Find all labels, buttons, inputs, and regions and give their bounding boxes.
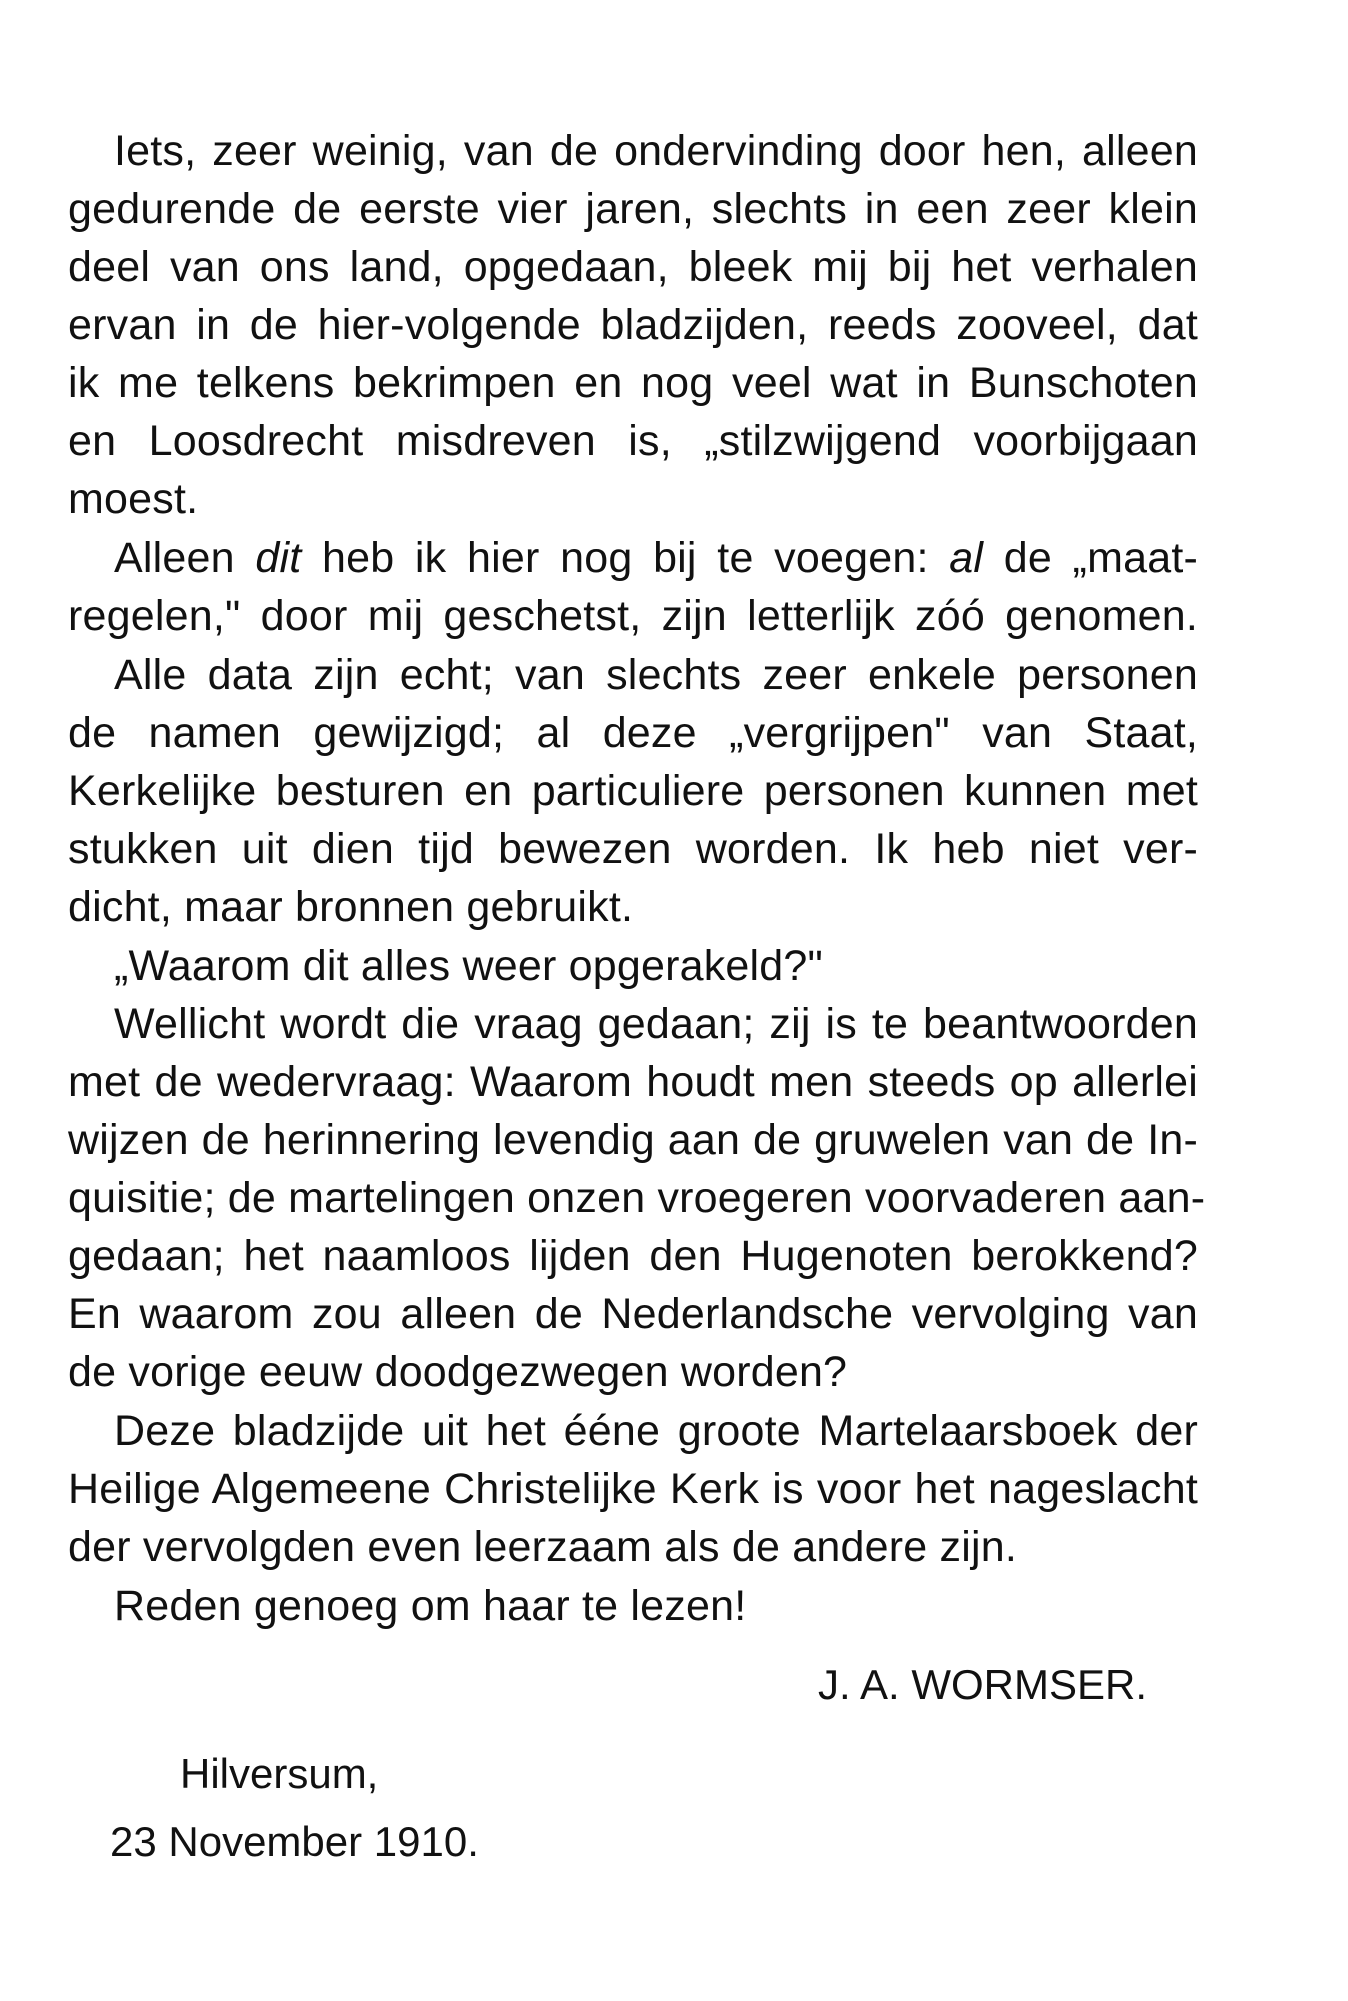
author-signature: J. A. WORMSER.: [818, 1661, 1148, 1708]
text-line: met de wedervraag: Waarom houdt men steeds op allerlei: [68, 1058, 1198, 1106]
text-line: Deze bladzijde uit het ééne groote Martelaarsboek der: [114, 1407, 1198, 1455]
text-line: dicht, maar bronnen gebruikt.: [68, 883, 634, 931]
text-run: Alleen: [114, 534, 256, 582]
text-line: Kerkelijke besturen en particuliere personen kunnen met: [68, 767, 1198, 815]
italic-word: dit: [255, 534, 302, 582]
text-line: gedaan; het naamloos lijden den Hugenoten berokkend?: [68, 1232, 1198, 1280]
text-run: heb ik hier nog bij te voegen:: [301, 534, 950, 582]
text-line: Heilige Algemeene Christelijke Kerk is voor het nageslacht: [68, 1465, 1198, 1513]
text-line: de vorige eeuw doodgezwegen worden?: [68, 1348, 848, 1396]
text-line: ervan in de hier-volgende bladzijden, reeds zooveel, dat: [68, 301, 1198, 349]
text-line: [114, 529, 1198, 587]
italic-word: al: [949, 534, 984, 582]
place-name: Hilversum,: [180, 1750, 379, 1797]
text-run: de „maat-: [983, 534, 1198, 582]
text-line: en Loosdrecht misdreven is, „stilzwijgend voorbijgaan: [68, 417, 1198, 465]
text-line: stukken uit dien tijd bewezen worden. Ik heb niet ver-: [68, 825, 1198, 873]
text-line: Wellicht wordt die vraag gedaan; zij is te beantwoorden: [114, 1000, 1198, 1048]
text-line: deel van ons land, opgedaan, bleek mij bij het verhalen: [68, 243, 1198, 291]
text-line: der vervolgden even leerzaam als de andere zijn.: [68, 1523, 1017, 1571]
text-line: regelen," door mij geschetst, zijn letterlijk zóó genomen.: [68, 592, 1198, 640]
text-line: En waarom zou alleen de Nederlandsche vervolging van: [68, 1290, 1198, 1338]
date-line: 23 November 1910.: [110, 1818, 479, 1865]
text-line: Iets, zeer weinig, van de ondervinding door hen, alleen: [114, 127, 1198, 175]
text-line: wijzen de herinnering levendig aan de gruwelen van de In-: [68, 1116, 1198, 1164]
text-line: moest.: [68, 475, 199, 523]
text-line: Alle data zijn echt; van slechts zeer enkele personen: [114, 651, 1198, 699]
text-line: ik me telkens bekrimpen en nog veel wat in Bunschoten: [68, 359, 1198, 407]
text-line: de namen gewijzigd; al deze „vergrijpen" van Staat,: [68, 709, 1198, 757]
text-line: gedurende de eerste vier jaren, slechts in een zeer klein: [68, 185, 1198, 233]
text-line: Reden genoeg om haar te lezen!: [114, 1582, 747, 1630]
text-line: „Waarom dit alles weer opgerakeld?": [114, 942, 823, 990]
text-line: quisitie; de martelingen onzen vroegeren voorvaderen aan-: [68, 1174, 1206, 1222]
